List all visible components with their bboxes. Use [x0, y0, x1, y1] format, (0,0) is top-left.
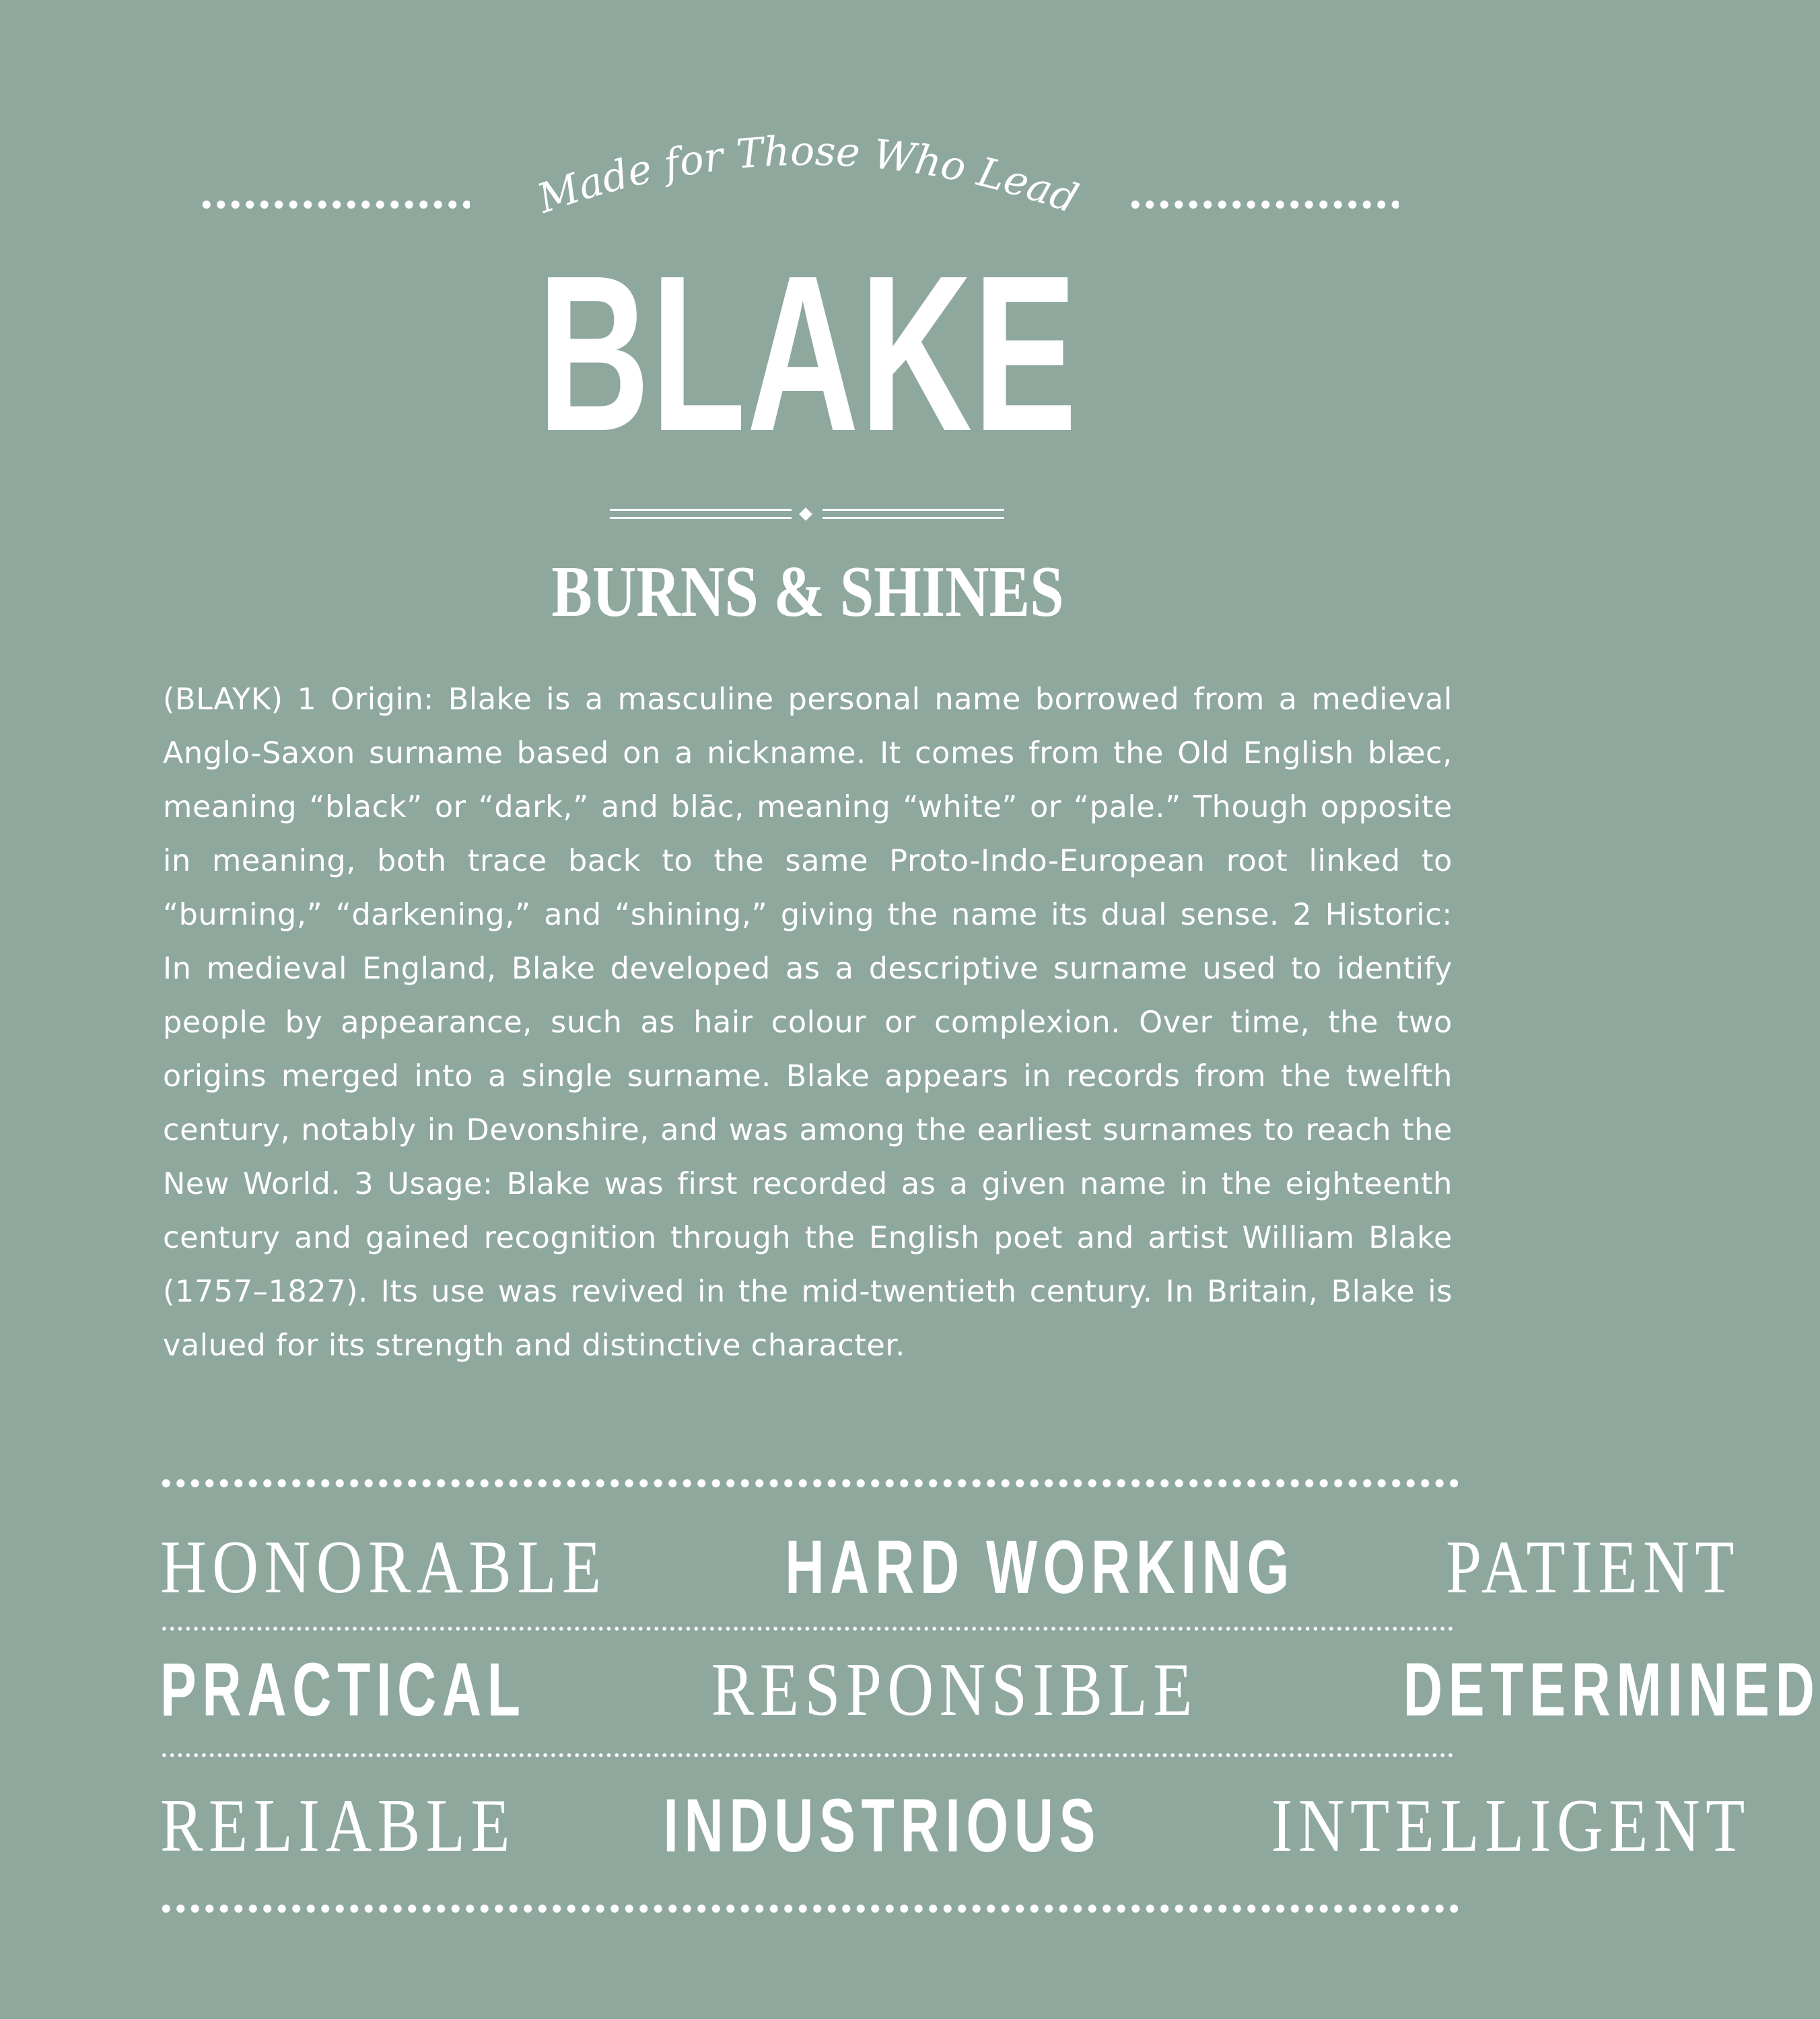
trait: HARD WORKING — [784, 1525, 1295, 1609]
trait-separator-1 — [160, 1626, 1452, 1631]
top-left-dotted-rule — [199, 199, 470, 210]
divider-line-left-bottom — [610, 517, 792, 519]
name-title: BLAKE — [537, 229, 1078, 477]
trait-row-1 — [160, 1524, 1740, 1611]
trait: HONORABLE — [160, 1526, 607, 1609]
trait: PATIENT — [1446, 1526, 1740, 1609]
divider-line-right-bottom — [823, 517, 1004, 519]
name-description: (BLAYK) 1 Origin: Blake is a masculine personal name borrowed from a medieval Anglo-Saxon surname based on a nickname. It comes from the Old English blæc, meaning “black” or “dark,” and blāc, meaning “white” or “pale.” Though opposite in meaning, both trace back to the same Proto-Indo-European root linked to “burning,” “darkening,” and “shining,” giving the name its dual sense. 2 Historic: In medieval England, Blake developed as a descriptive surname used to identify people by appearance, such as hair colour or complexion. Over time, the two origins merged into a single surname. Blake appears in records from the twelfth century, notably in Devonshire, and was among the earliest surnames to reach the New World. 3 Usage: Blake was first recorded as a given name in the eighteenth century and gained recognition through the English poet and artist William Blake (1757–1827). Its use was revived in the mid-twentieth century. In Britain, Blake is valued for its strength and distinctive character. — [163, 682, 1452, 1363]
trait-separator-2 — [160, 1752, 1452, 1758]
trait: INTELLIGENT — [1271, 1784, 1751, 1868]
top-right-dotted-rule — [1128, 199, 1399, 210]
trait-row-3 — [160, 1782, 1751, 1870]
tagline — [512, 101, 1104, 236]
trait: DETERMINED — [1403, 1648, 1820, 1732]
divider-diamond-icon — [799, 507, 812, 521]
divider-line-left-top — [610, 509, 792, 511]
traits-top-dotted-rule — [159, 1478, 1458, 1489]
svg-text:Made for Those Who Lead — [531, 128, 1084, 223]
trait: PRACTICAL — [160, 1648, 526, 1732]
divider-line-right-top — [823, 509, 1004, 511]
tagline-text: Made for Those Who Lead — [532, 127, 1084, 223]
bottom-dotted-rule — [159, 1903, 1458, 1914]
trait-row-2 — [160, 1646, 1820, 1734]
name-meaning: BURNS & SHINES — [551, 552, 1064, 632]
trait: RESPONSIBLE — [711, 1648, 1198, 1732]
trait: INDUSTRIOUS — [663, 1783, 1102, 1868]
trait: RELIABLE — [160, 1784, 516, 1868]
